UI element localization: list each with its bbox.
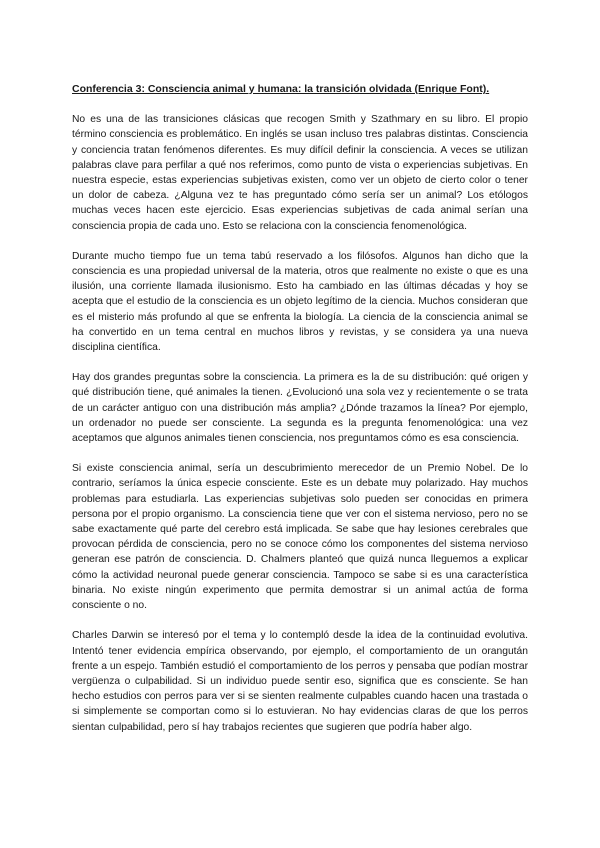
document-page [72,82,528,750]
paragraph-2: Durante mucho tiempo fue un tema tabú reservado a los filósofos. Algunos han dicho que la consciencia es una propiedad universal de la materia, otros que realmente no existe o que es una ilusión, una corriente llamada ilusionismo. Esto ha cambiado en las últimas décadas y hoy se acepta que el estudio de la consciencia es un objeto legítimo de la ciencia. Muchos consideran que es el misterio más profundo al que se enfrenta la biología. La ciencia de la consciencia animal se ha convertido en un tema central en muchos libros y revistas, y se considera ya una nueva disciplina científica. [72,250,528,354]
document-title: Conferencia 3: Consciencia animal y humana: la transición olvidada (Enrique Font). [72,83,490,95]
paragraph-3: Hay dos grandes preguntas sobre la consciencia. La primera es la de su distribución: qué origen y qué distribución tiene, qué animales la tienen. ¿Evolucionó una sola vez y recientemente o se trata de un carácter antiguo con una distribución más amplia? ¿Dónde trazamos la línea? Por ejemplo, un ordenador no puede ser consciente. La segunda es la pregunta fenomenológica: una vez aceptamos que algunos animales tienen consciencia, nos preguntamos cómo es esa consciencia. [72,372,528,445]
paragraph-1: No es una de las transiciones clásicas que recogen Smith y Szathmary en su libro. El propio término consciencia es problemático. En inglés se usan incluso tres palabras distintas. Consciencia y conciencia tratan fenómenos diferentes. Es muy difícil definir la consciencia. A veces se utilizan palabras clave para perfilar a qué nos referimos, como punto de vista o experiencias subjetivas. En nuestra especie, estas experiencias subjetivas existen, como ver un objeto de cierto color o tener un dolor de cabeza. ¿Alguna vez te has preguntado cómo sería ser un animal? Los etólogos muchas veces hacen este ejercicio. Esas experiencias subjetivas de cada animal serían una consciencia propia de cada uno. Esto se relaciona con la consciencia fenomenológica. [72,114,528,232]
paragraph-4: Si existe consciencia animal, sería un descubrimiento merecedor de un Premio Nobel. De lo contrario, seríamos la única especie consciente. Este es un debate muy polarizado. Hay muchos problemas para estudiarla. Las experiencias subjetivas solo pueden ser conocidas en primera persona por el propio organismo. La consciencia tiene que ver con el sistema nervioso, pero no se sabe exactamente qué parte del cerebro está implicada. Se sabe que hay lesiones cerebrales que provocan pérdida de consciencia, pero no se conoce cómo los componentes del sistema nervioso generan ese patrón de consciencia. D. Chalmers planteó que quizá nunca lleguemos a explicar cómo la actividad neuronal puede generar consciencia. Tampoco se sabe si es una característica binaria. No existe ningún experimento que permita demostrar si un animal actúa de forma consciente o no. [72,463,528,612]
paragraph-5: Charles Darwin se interesó por el tema y lo contempló desde la idea de la continuidad evolutiva. Intentó tener evidencia empírica observando, por ejemplo, el comportamiento de un orangután frente a un espejo. También estudió el comportamiento de los perros y pensaba que podían mostrar vergüenza o culpabilidad. Si un individuo puede sentir eso, significa que es consciente. Se han hecho estudios con perros para ver si se sienten realmente culpables cuando hacen una trastada o si simplemente se comportan como si lo estuvieran. No hay evidencias claras de que los perros sientan culpabilidad, pero sí hay trabajos recientes que sugieren que podría haber algo. [72,630,528,733]
